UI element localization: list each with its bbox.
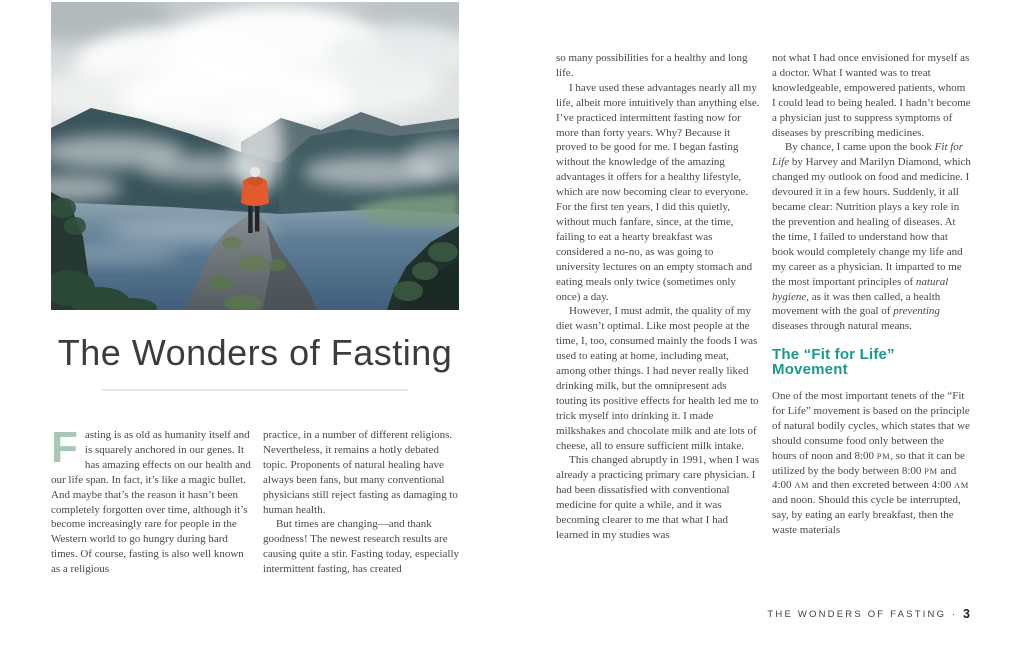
title-divider-rule [102, 389, 408, 391]
text-column-left-2 [263, 428, 460, 577]
running-title: THE WONDERS OF FASTING [767, 609, 947, 620]
paragraph: However, I must admit, the quality of my diet wasn’t optimal. Like most people at the time, I, too, consumed mainly the foods I was used to eating at home, including meat, among other things. I had never really liked drinking milk, but the omnipresent ads touting its positive effects for health led me to trick myself into drinking it. I made milkshakes and chocolate milk and ate lots of cheese, all to ensure sufficient milk intake. [556, 305, 759, 452]
page-number: 3 [963, 607, 970, 621]
paragraph: This changed abruptly in 1991, when I was already a practicing primary care physician. I had been dissatisfied with conventional medicine for quite a while, and it was becoming clearer to me that what I had learned in my studies was [556, 454, 760, 541]
text-column-left-1 [51, 423, 253, 577]
right-col-bottom-paragraphs [772, 389, 971, 538]
paragraph: But times are changing—and thank goodness! The newest research results are causing quite a stir. Fasting today, especially intermittent fasting, has created [263, 518, 460, 576]
paragraph: practice, in a number of different religions. Nevertheless, it remains a hotly debated topic. Proponents of natural healing have always been fans, but many conventional physicians still reject fasting as damaging to human health. [263, 429, 458, 516]
text-column-right-2 [772, 51, 971, 538]
drop-cap: F [51, 423, 78, 472]
page-footer [767, 607, 970, 621]
paragraph: not what I had once envisioned for myself as a doctor. What I wanted was to treat knowledgeable, empowered patients, whom I could lead to being healed. I hadn’t become a physician just to suppress symptoms of diseases by prescribing medicines. [772, 52, 971, 139]
paragraph: asting is as old as humanity itself and is squarely anchored in our genes. It has amazing effects on our health and our life span. In fact, it’s like a magic bullet. And maybe that’s the reason it hasn’t been completely forgotten over time, although it’s become increasingly rare for people in the Western world to go hungry during hard times. Of course, fasting is also well known as a religious [51, 429, 251, 576]
cliff-fjord-photo [51, 2, 459, 310]
footer-separator-dot: · [952, 609, 956, 620]
paragraph: so many possibilities for a healthy and long life. [556, 52, 748, 79]
right-col-top-paragraphs [772, 51, 971, 334]
paragraph: By chance, I came upon the book Fit for Life by Harvey and Marilyn Diamond, which changed my outlook on food and medicine. I devoured it in a few hours. Suddenly, it all became clear: Nutrition plays a key role in the prevention and healing of diseases. At the time, I failed to understand how that book would completely change my life and my career as a physician. It imparted to me the most important principles of natural hygiene, as it was then called, a health movement with the goal of preventing diseases through natural means. [772, 141, 971, 333]
paragraph: I have used these advantages nearly all my life, albeit more intuitively than anything else. I’ve practiced intermittent fasting now for more than forty years. Why? Because it proved to be good for me. I began fasting without the knowledge of the amazing advantages it offers for a healthy lifestyle, which are now becoming clear to everyone. For the first ten years, I did this quietly, without much fanfare, since, at the time, failing to eat a hearty breakfast was considered a no-no, as was going to university lectures on an empty stomach and eating meals only twice (sometimes only once) a day. [556, 81, 760, 303]
section-heading-fit-for-life: The “Fit for Life” Movement [772, 346, 895, 379]
chapter-title: The Wonders of Fasting [57, 332, 453, 373]
paragraph: One of the most important tenets of the “Fit for Life” movement is based on the principle of natural bodily cycles, which states that we should consume food only between the hours of noon and 8:00 PM, so that it can be utilized by the body between 8:00 PM and 4:00 AM and then excreted between 4:00 AM and noon. Should this cycle be interrupted, say, by eating an early breakfast, then the waste materials [772, 390, 970, 537]
chapter-photo [51, 2, 459, 310]
text-column-right-1 [556, 51, 760, 543]
